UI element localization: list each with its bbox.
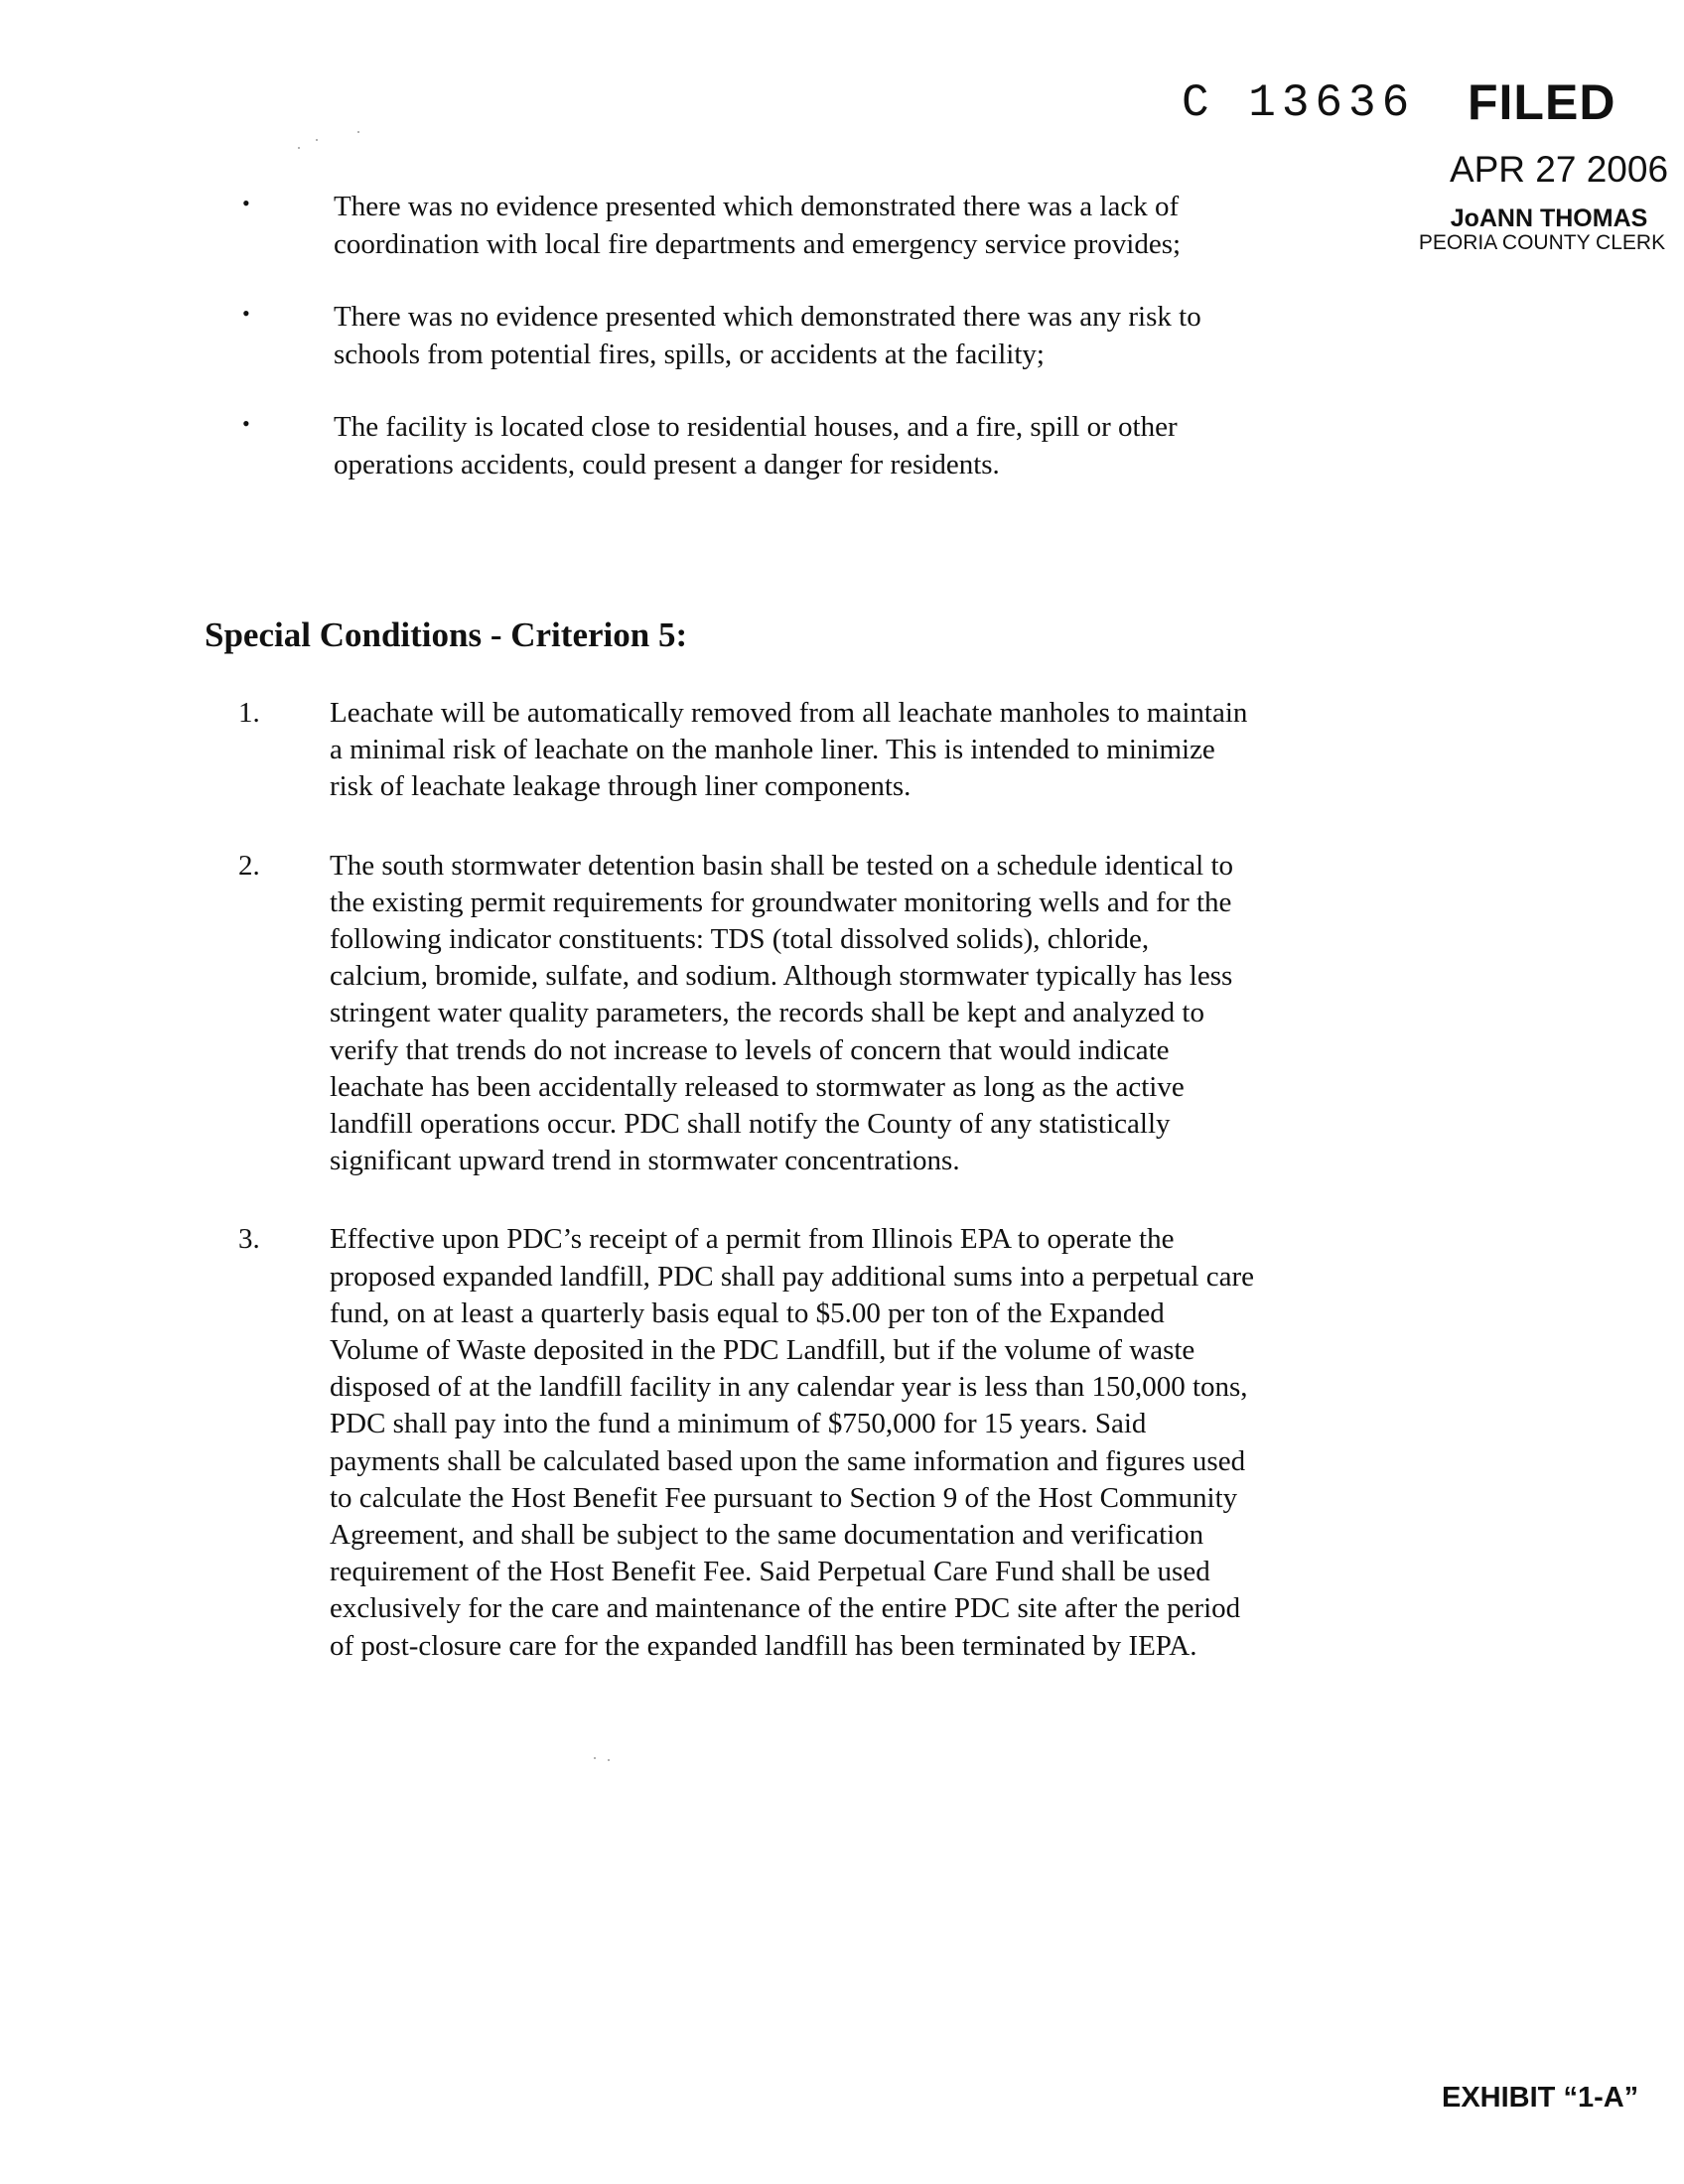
bullet-text: There was no evidence presented which demonstrated there was any risk to schools from potential fires, spills, or accidents at the facility; [334,301,1201,370]
scan-speck [357,131,359,133]
filed-date: APR 27 2006 [1449,149,1669,190]
scan-speck [298,147,300,149]
condition-number: 2. [238,849,260,882]
list-item [238,409,1390,483]
condition-text: Effective upon PDC’s receipt of a permit from Illinois EPA to operate the proposed expanded landfill, PDC shall pay additional sums into a perpetual care fund, on at least a quarterly basis equal to $5.00 per ton of the Expanded Volume of Waste deposited in the PDC Landfill, but if the volume of waste disposed of at the landfill facility in any calendar year is less than 150,000 tons, PDC shall pay into the fund a minimum of $750,000 for 15 years. Said payments shall be calculated based upon the same information and figures used to calculate the Host Benefit Fee pursuant to Section 9 of the Host Community Agreement, and shall be subject to the same documentation and verification requirement of the Host Benefit Fee. Said Perpetual Care Fund shall be used exclusively for the care and maintenance of the entire PDC site after the period of post-closure care for the expanded landfill has been terminated by IEPA. [330,1223,1254,1662]
clerk-office: PEORIA COUNTY CLERK [1418,231,1666,254]
exhibit-label: EXHIBIT “1-A” [1442,2082,1639,2114]
section-title: Special Conditions - Criterion 5: [205,615,688,654]
list-item [238,299,1390,373]
condition-text: The south stormwater detention basin shall be tested on a schedule identical to the existing permit requirements for groundwater monitoring wells and for the following indicator constituents: TDS (total dissolved solids), chloride, calcium, bromide, sulfate, and sodium. Although stormwater typically has less stringent water quality parameters, the records shall be kept and analyzed to verify that trends do not increase to levels of concern that would indicate leachate has been accidentally released to stormwater as long as the active landfill operations occur. PDC shall notify the County of any statistically significant upward trend in stormwater concentrations. [330,849,1234,1177]
scan-speck [316,139,318,141]
scan-speck [594,1757,596,1759]
condition-text: Leachate will be automatically removed from all leachate manholes to maintain a minimal risk of leachate on the manhole liner. This is intended to minimize risk of leachate leakage through liner components. [330,697,1248,803]
bullet-icon: • [242,191,250,215]
list-item [238,189,1390,263]
condition-number: 1. [238,697,260,729]
bullet-text: The facility is located close to residential houses, and a fire, spill or other operations accidents, could present a danger for residents. [334,411,1178,480]
condition-item [238,848,1430,1180]
bullet-text: There was no evidence presented which demonstrated there was a lack of coordination with local fire departments and emergency service provides; [334,191,1182,260]
findings-list [238,189,1390,519]
case-number: C 13636 [1182,77,1416,129]
bullet-icon: • [242,411,250,436]
condition-number: 3. [238,1223,260,1256]
condition-item [238,695,1430,806]
conditions-list [238,695,1430,1706]
clerk-name: JoANN THOMAS [1450,205,1648,232]
bullet-icon: • [242,301,250,326]
condition-item [238,1221,1430,1664]
filed-stamp: FILED [1468,74,1616,130]
scan-speck [608,1759,610,1761]
